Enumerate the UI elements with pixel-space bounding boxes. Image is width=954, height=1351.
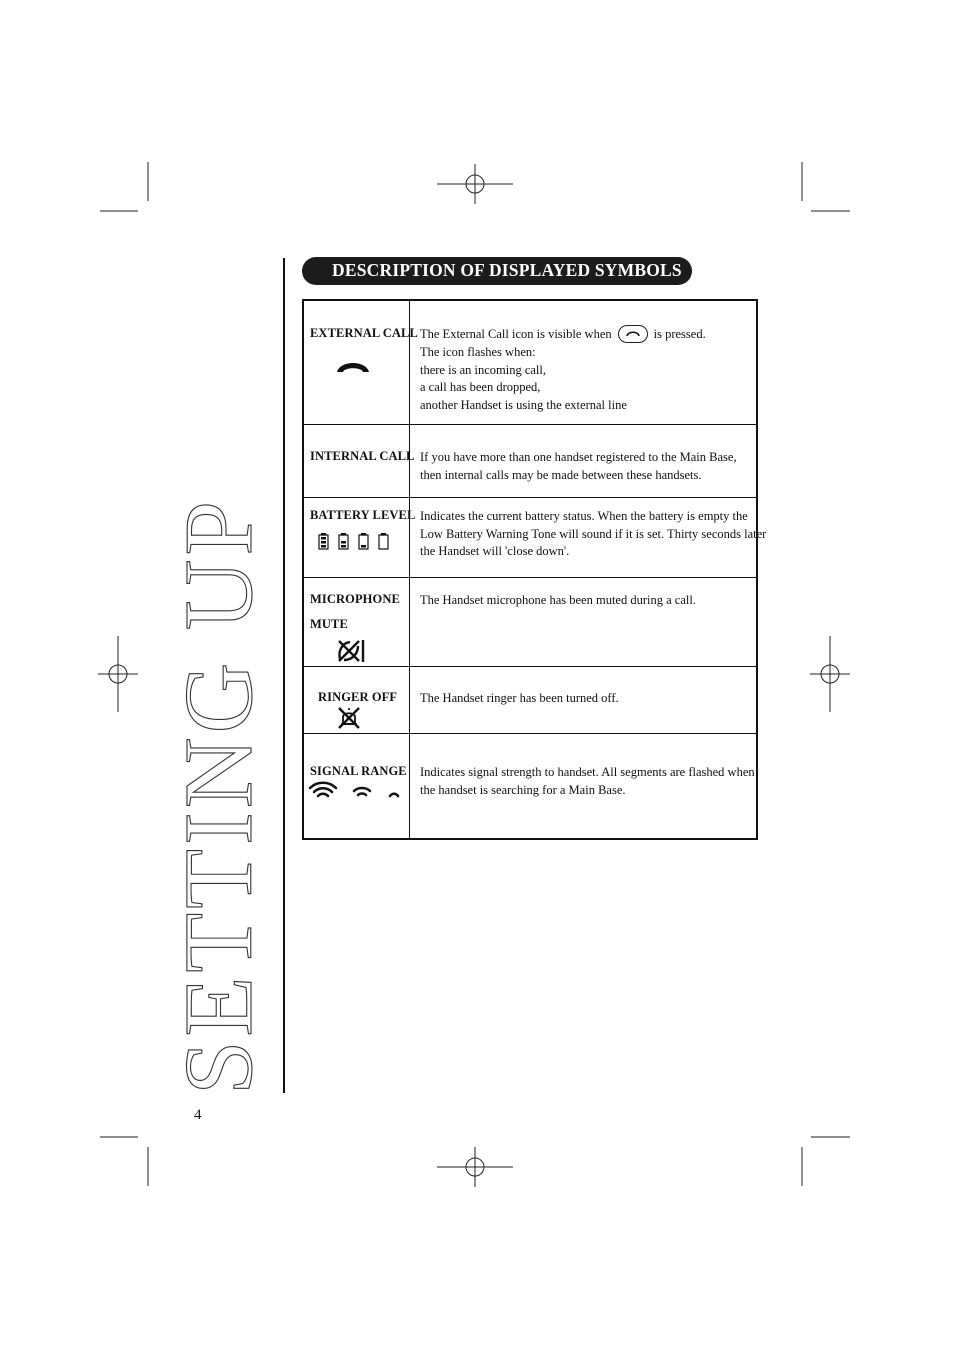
page-number: 4 — [194, 1107, 202, 1123]
row-divider — [304, 733, 756, 734]
description-line: If you have more than one handset registered to the Main Base, — [420, 450, 737, 464]
column-divider — [409, 301, 410, 838]
row-divider — [304, 497, 756, 498]
registration-mark-left — [98, 636, 138, 712]
description-line: The Handset microphone has been muted during a call. — [420, 593, 696, 607]
description-line: Low Battery Warning Tone will sound if it is set. Thirty seconds later — [420, 526, 767, 541]
description-line: The icon flashes when: — [420, 345, 536, 360]
internal-call-description — [420, 449, 756, 484]
side-title: SETTING UP — [165, 496, 273, 1095]
external-call-desc-pre: The External Call icon is visible when — [420, 327, 612, 341]
microphone-mute-description — [420, 592, 756, 610]
description-line: the Handset will 'close down'. — [420, 544, 570, 559]
internal-call-label: INTERNAL CALL — [310, 449, 415, 463]
description-line: Indicates the current battery status. When the battery is empty the — [420, 509, 748, 523]
description-line: The Handset ringer has been turned off. — [420, 691, 619, 705]
microphone-mute-icon — [336, 638, 366, 664]
registration-mark-top — [437, 164, 513, 204]
registration-mark-bottom — [437, 1147, 513, 1187]
external-call-label: EXTERNAL CALL — [310, 326, 418, 340]
row-divider — [304, 424, 756, 425]
external-call-description — [420, 326, 756, 415]
signal-range-label: SIGNAL RANGE — [310, 764, 407, 778]
battery-level-description — [420, 508, 767, 561]
description-line: a call has been dropped, — [420, 380, 541, 395]
registration-mark-right — [810, 636, 850, 712]
signal-range-description — [420, 764, 756, 799]
battery-level-label: BATTERY LEVEL — [310, 508, 416, 522]
microphone-mute-label-line2: MUTE — [310, 617, 348, 631]
row-divider — [304, 577, 756, 578]
section-title: DESCRIPTION OF DISPLAYED SYMBOLS — [332, 260, 682, 280]
external-call-desc-post: is pressed. — [653, 327, 706, 341]
microphone-mute-label-line1: MICROPHONE — [310, 592, 400, 606]
description-line: the handset is searching for a Main Base. — [420, 782, 626, 797]
ringer-off-description — [420, 690, 756, 708]
symbols-table — [302, 299, 767, 840]
section-heading — [302, 257, 692, 285]
margin-rule — [283, 258, 285, 1093]
description-line: then internal calls may be made between these handsets. — [420, 467, 702, 482]
external-call-key-icon — [618, 325, 648, 343]
ringer-off-label: RINGER OFF — [318, 690, 398, 704]
row-divider — [304, 666, 756, 667]
description-line: Indicates signal strength to handset. All segments are flashed when — [420, 765, 755, 779]
battery-level-icons — [317, 533, 397, 551]
description-line: another Handset is using the external line — [420, 397, 627, 412]
signal-range-icons — [308, 781, 404, 801]
ringer-off-icon — [337, 706, 361, 730]
handset-icon — [334, 357, 372, 375]
description-line: there is an incoming call, — [420, 362, 547, 377]
